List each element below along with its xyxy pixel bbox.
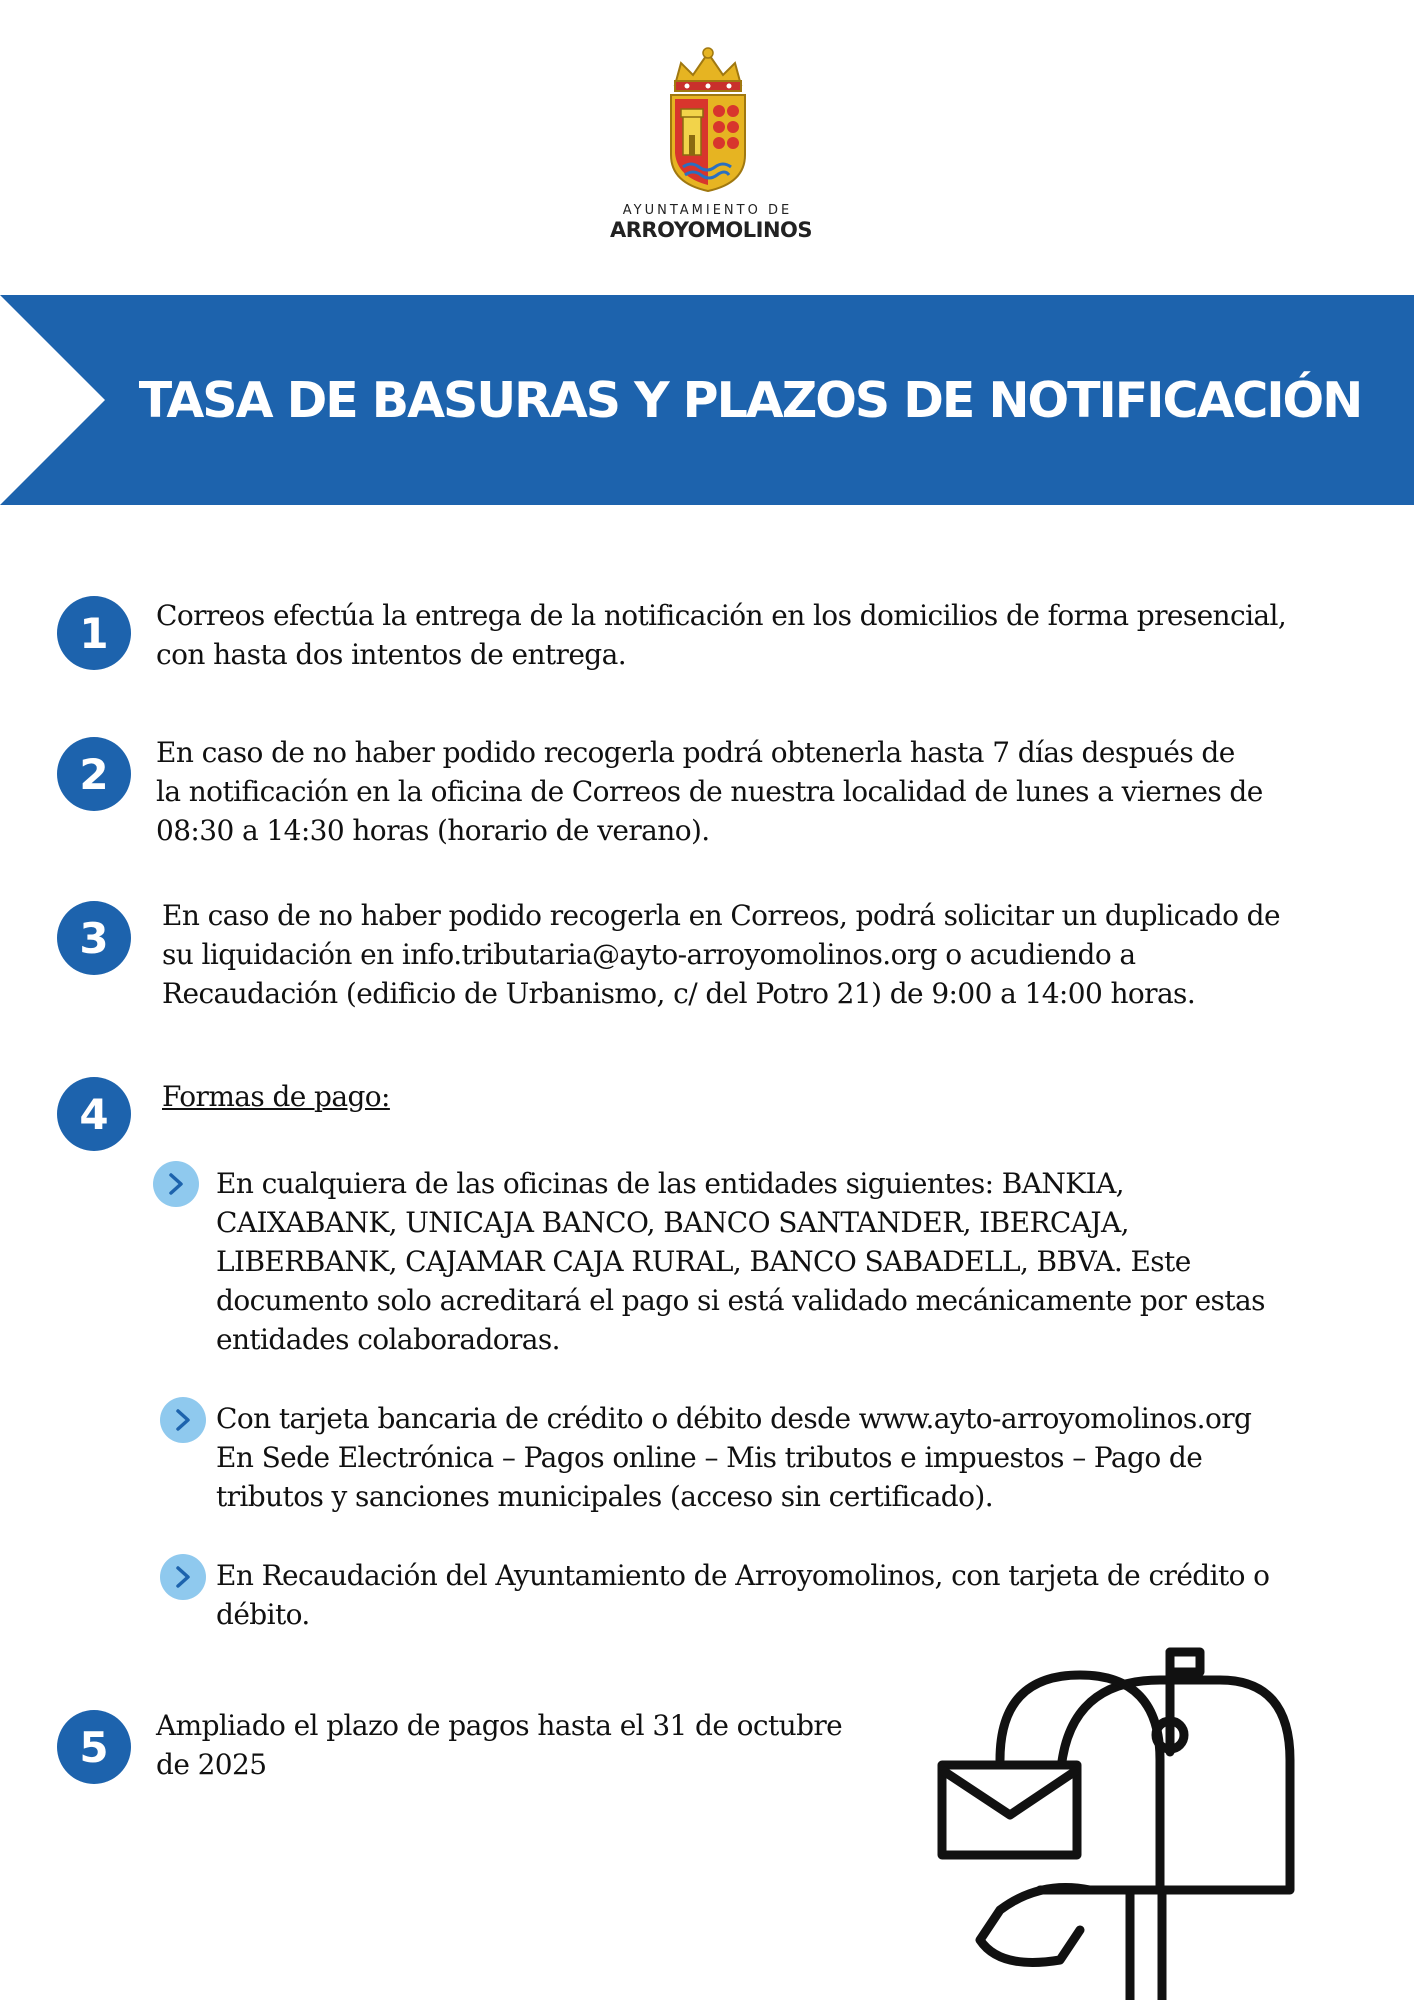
step-5-text: Ampliado el plazo de pagos hasta el 31 de octubre de 2025 <box>156 1709 843 1781</box>
step-3-text: En caso de no haber podido recogerla en Correos, podrá solicitar un duplicado de su liquidación en info.tributaria@ayto-arroyomolinos.org o acudiendo a Recaudación (edificio de Urbanismo, c/ del Potro 21) de 9:00 a 14:00 horas. <box>162 899 1280 1010</box>
payment-method-2-text: Con tarjeta bancaria de crédito o débito desde www.ayto-arroyomolinos.org En Sede Electrónica – Pagos online – Mis tributos e impuestos – Pago de tributos y sanciones municipales (acceso sin certificado). <box>216 1402 1252 1513</box>
mailbox-icon <box>930 1640 1310 2004</box>
payment-method-1-text: En cualquiera de las oficinas de las entidades siguientes: BANKIA, CAIXABANK, UNICAJA BANCO, BANCO SANTANDER, IBERCAJA, LIBERBANK, CAJAMAR CAJA RURAL, BANCO SABADELL, BBVA. Este documento solo acreditará el pago si está validado mecánicamente por estas entidades colaboradoras. <box>216 1167 1265 1356</box>
title-banner <box>0 295 1414 505</box>
step-badge-1: 1 <box>57 596 131 670</box>
logo-line-2: ARROYOMOLINOS <box>610 218 813 242</box>
payment-method-3-text: En Recaudación del Ayuntamiento de Arroyomolinos, con tarjeta de crédito o débito. <box>216 1559 1270 1631</box>
coat-of-arms-icon <box>663 45 753 195</box>
step-1-text: Correos efectúa la entrega de la notificación en los domicilios de forma presencial, con hasta dos intentos de entrega. <box>156 599 1287 671</box>
step-badge-3: 3 <box>57 901 131 975</box>
chevron-right-icon <box>160 1397 206 1443</box>
municipal-logo <box>610 45 813 245</box>
page-title: TASA DE BASURAS Y PLAZOS DE NOTIFICACIÓN <box>138 371 1362 429</box>
step-2-text: En caso de no haber podido recogerla podrá obtenerla hasta 7 días después de la notificación en la oficina de Correos de nuestra localidad de lunes a viernes de 08:30 a 14:30 horas (horario de verano). <box>156 736 1263 847</box>
step-badge-5: 5 <box>57 1710 131 1784</box>
logo-line-1: AYUNTAMIENTO DE <box>622 203 793 218</box>
chevron-right-icon <box>160 1554 206 1600</box>
chevron-right-icon <box>153 1161 199 1207</box>
step-badge-2: 2 <box>57 737 131 811</box>
step-badge-4: 4 <box>57 1077 131 1151</box>
step-4-heading: Formas de pago: <box>162 1080 390 1113</box>
